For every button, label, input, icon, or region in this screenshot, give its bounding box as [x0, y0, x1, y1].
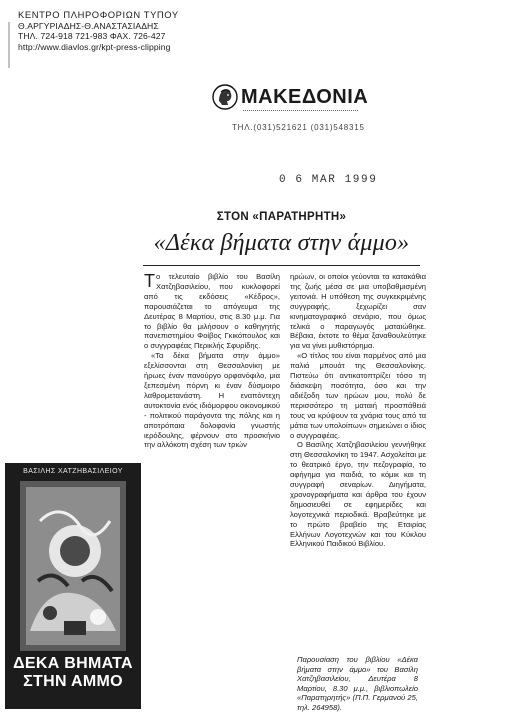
book-cover-image	[5, 463, 141, 709]
book-title-line-2: ΣΤΗΝ ΑΜΜΟ	[23, 673, 123, 690]
article-column-right	[290, 272, 426, 549]
alexander-head-emblem-icon	[212, 84, 238, 110]
scan-edge-mark	[8, 22, 10, 68]
article-paragraph: Ο Βασίλης Χατζηβασιλείου γεννήθηκε στη Θεσσαλονίκη το 1947. Ασχολείται με το θεατρικό έργο, την πεζογραφία, το αφήγημα για παιδιά, το κόμικ και τη συγγραφή σεναρίων. Διηγήματα, χρονογραφήματα και άρθρα του έχουν δημοσιευθεί σε εφημερίδες και λογοτεχνικά περιοδικά. Βραβεύτηκε με το πρώτο βραβείο της Εταιρίας Ελλήνων Λογοτεχνών και του Κύκλου Ελληνικού Παιδικού Βιβλίου.	[290, 440, 426, 549]
newspaper-masthead	[212, 84, 369, 124]
article-clipping	[139, 204, 424, 704]
book-cover-author: ΒΑΣΙΛΗΣ ΧΑΤΖΗΒΑΣΙΛΕΙΟΥ	[23, 468, 123, 475]
agency-url: http://www.diavlos.gr/kpt-press-clipping	[18, 41, 171, 52]
drop-cap: Τ	[144, 271, 155, 291]
press-agency-header	[18, 10, 193, 52]
article-paragraph: «Τα δέκα βήματα στην άμμο» εξελίσσονται στη Θεσσαλονίκη με ήρωες έναν πανούργο ορφανόφιλο, μια ξεπεσμένη πόρνη κι έναν δύσμοιρο λαθρομετανάστη. Η εναπόντεχη αυτοκτονία ενός ιδιόμορφου οικονομικού - πολιτικού παράγοντα της πόλης και η αποτρόπαια δολοφονία γνωστής ιερόδουλης, φέρνουν στο προσκήνιο την αλλόκοτη σχέση των τριών	[144, 351, 280, 450]
article-paragraph	[144, 272, 280, 351]
event-caption: Παρουσίαση του βιβλίου «Δέκα βήματα στην άμμο» του Βασίλη Χατζηβασιλείου, Δευτέρα 8 Μαρτίου, 8.30 μ.μ., βιβλιοπωλείο «Παρατηρητής» (Π.Π. Γερμανού 25, τηλ. 264958).	[297, 655, 418, 712]
agency-name: ΚΕΝΤΡΟ ΠΛΗΡΟΦΟΡΙΩΝ ΤΥΠΟΥ	[18, 9, 179, 20]
paragraph-text: ο τελευταίο βιβλίο του Βασίλη Χατζηβασιλείου, που κυκλοφορεί από τις εκδόσεις «Κέδρος», παρουσιάζεται το απόγευμα της Δευτέρας 8 Μαρτίου, στις 8.30 μ.μ. Για το βιβλίο θα μιλήσουν ο καθηγητής πανεπιστημίου Φοίβος Γκικόπουλος και ο συγγραφέας Περικλής Σφυρίδης.	[144, 272, 280, 351]
book-cover-title	[5, 655, 141, 691]
date-stamp: 0 6 MAR 1999	[279, 174, 378, 186]
agency-phone-fax: ΤΗΛ. 724-918 721-983 ΦΑΧ. 726-427	[18, 31, 166, 42]
newspaper-phone: ΤΗΛ.(031)521621 (031)548315	[232, 123, 365, 132]
masthead-tagline-rule	[243, 110, 358, 115]
article-headline: «Δέκα βήματα στην άμμο»	[153, 230, 410, 256]
article-kicker: ΣΤΟΝ «ΠΑΡΑΤΗΡΗΤΗ»	[216, 211, 347, 223]
newspaper-name: ΜΑΚΕΔΟΝΙΑ	[241, 86, 369, 108]
article-paragraph: «Ο τίτλος του είναι παρμένος από μια παλιά μπουάτ της Θεσσαλονίκης. Πιστεύω ότι αντικατοπτρίζει τόσο τη διάσκεψη ποσότητα, όσο και την αδιέξοδη των ηρώων μου, πολύ δε περισσότερο τη ματαιή προσπάθειά τους να κρύψουν τα χνάρια τους από τα μάτια των υπολοίπων» σημειώνει ο ίδιος ο συγγραφέας.	[290, 351, 426, 440]
article-column-left	[144, 272, 280, 450]
book-title-line-1: ΔΕΚΑ ΒΗΜΑΤΑ	[13, 655, 133, 672]
headline-rule	[143, 265, 420, 266]
book-cover-artwork	[20, 481, 126, 651]
article-paragraph: ηρώων, οι οποίοι γεύονται τα κατακάθια της ζωής μέσα σε μια υποβαθμισμένη γειτονιά. Η υπόθεση της συγκεκριμένης συγγραφής, ξεχωρίζει σαν κινηματογραφικό σενάριο, που όμως τελικά ο παραγωγός ματαιώθηκε. Βέβαια, έκτοτε το θέμα ξαναθουλεύτηκε για να γίνει μυθιστόρημα.	[290, 272, 426, 351]
agency-owners: Θ.ΑΡΓΥΡΙΑΔΗΣ-Θ.ΑΝΑΣΤΑΣΙΑΔΗΣ	[18, 20, 159, 31]
